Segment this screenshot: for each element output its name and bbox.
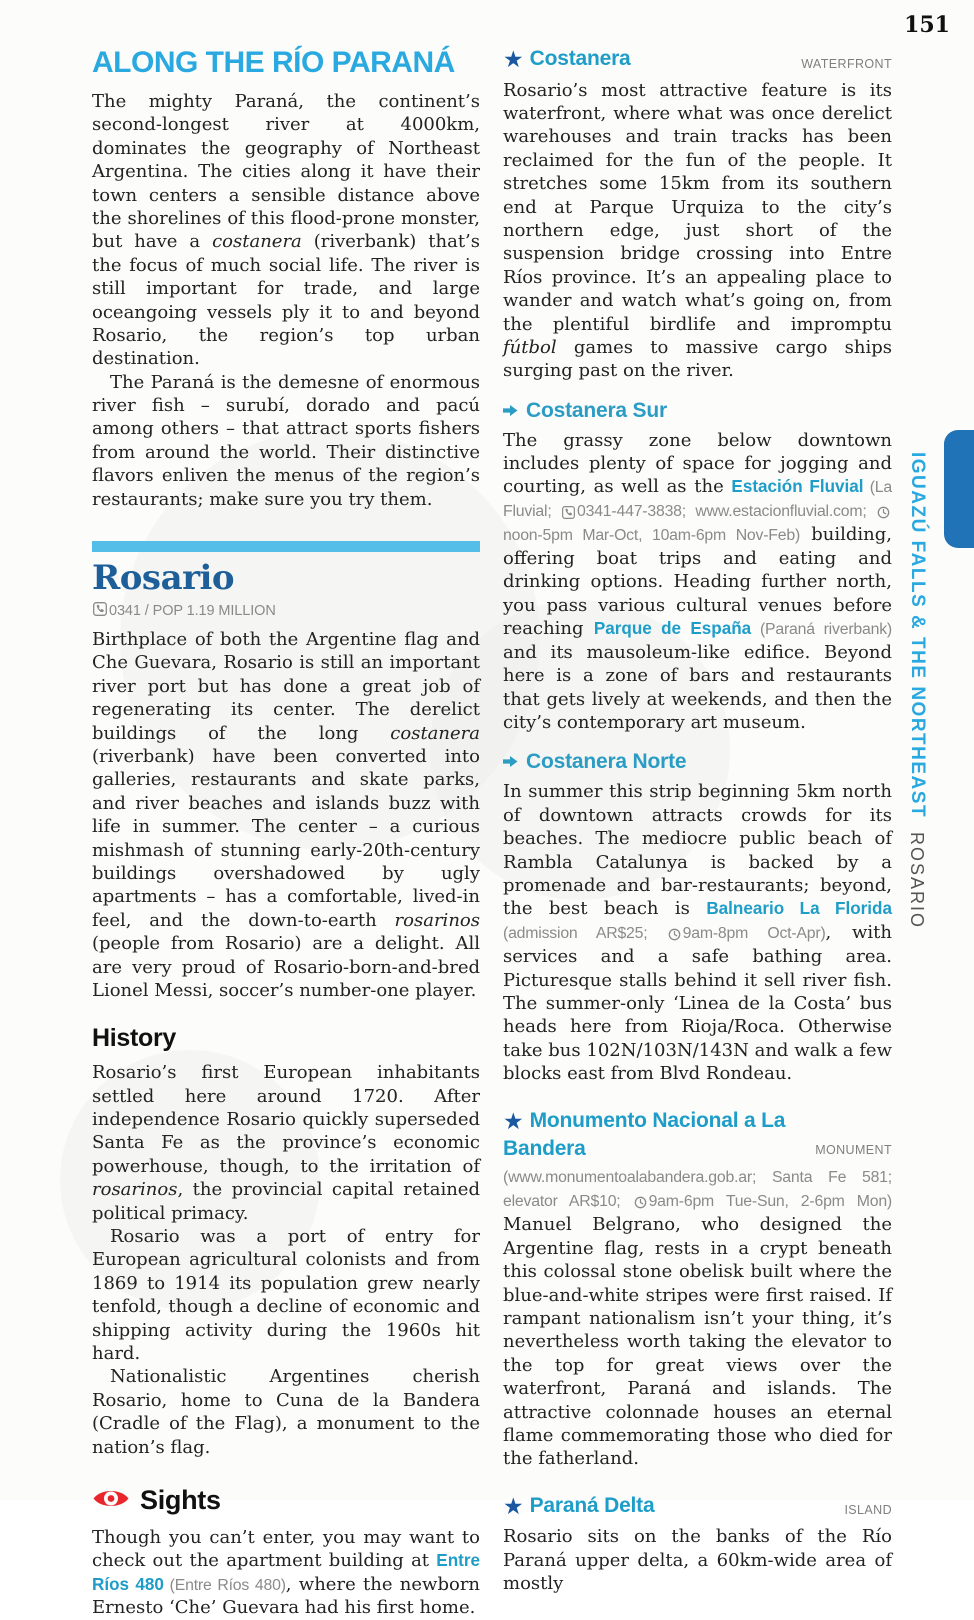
meta-text: (admission AR$25; — [503, 924, 667, 942]
category-label: ISLAND — [844, 1503, 892, 1518]
page-number: 151 — [904, 12, 950, 38]
text: building, offering boat trips and eating and drinking options. Heading further north, you pass various cultural venues before reaching — [503, 524, 893, 640]
poi-header-parana-delta: ★ Paraná Delta ISLAND — [503, 1493, 892, 1520]
italic-text: rosarinos — [394, 909, 480, 931]
meta-text: (Paraná riverbank) — [751, 621, 892, 639]
arrow-icon — [503, 750, 518, 774]
italic-text: costanera — [390, 722, 480, 744]
text: Though you can’t enter, you may want to check out the apartment building at — [92, 1526, 480, 1572]
star-icon: ★ — [503, 47, 524, 73]
text: Birthplace of both the Argentine flag and Che Guevara, Rosario is still an important river port but has done a great job of regenerating its center. The derelict buildings of the long — [92, 629, 480, 744]
chapter-name: IGUAZÚ FALLS & THE NORTHEAST — [907, 452, 928, 819]
meta-text: noon-5pm Mar-Oct, 10am-6pm Nov-Feb) — [503, 527, 801, 545]
meta-text: 9am-6pm Tue-Sun, 2-6pm Mon) — [648, 1193, 892, 1211]
paragraph — [503, 1525, 892, 1595]
meta-text: (Entre Ríos 480) — [163, 1576, 286, 1594]
paragraph — [92, 628, 480, 1002]
text: and its mausoleum-like edifice. Beyond here is a zone of bars and restaurants that gets lively at weekends, and then the city’s contemporary art museum. — [503, 641, 892, 733]
text: In summer this strip beginning 5km north of downtown attracts crowds for its beaches. The mediocre public beach of Rambla Catalunya is backed by a promenade and bar-restaurants; beyond, the best beach is — [503, 781, 892, 920]
text: (people from Rosario) are a delight. All are very proud of Rosario-born-and-bred Lionel Messi, soccer’s number-one player. — [92, 933, 480, 1001]
subheading-costanera-sur: Costanera Sur — [503, 399, 892, 423]
paragraph — [92, 1526, 480, 1620]
text: The Paraná is the demesne of enormous river fish – surubí, dorado and pacú among others – that attract sports fishers from around the world. Their distinctive flavors enliven the menus of the region’s restaurants; make sure you try them. — [92, 371, 480, 510]
text: The grassy zone below downtown includes plenty of space for jogging and courting, as well as the — [503, 429, 892, 498]
text: Rosario’s first European inhabitants settled here around 1720. After independence Rosario quickly superseded Santa Fe as the province’s economic powerhouse, though, to the irritation of — [92, 1062, 480, 1177]
category-label: MONUMENT — [815, 1143, 892, 1158]
clock-icon — [877, 500, 890, 523]
meta-text: 0341-447-3838; www.estacionfluvial.com; — [577, 503, 877, 521]
star-icon: ★ — [503, 1493, 524, 1520]
poi-header-costanera: ★ Costanera WATERFRONT — [503, 47, 892, 73]
left-column — [92, 46, 480, 1620]
text: Rosario sits on the banks of the Río Paraná upper delta, a 60km-wide area of mostly — [503, 1526, 892, 1595]
phone-icon — [93, 602, 107, 620]
right-column — [503, 46, 892, 1595]
phone-icon — [562, 500, 575, 523]
city-meta — [92, 602, 480, 620]
section-name: ROSARIO — [907, 832, 927, 930]
poi-header-monumento: ★ Monumento Nacional a La Bandera MONUMENT — [503, 1108, 892, 1161]
text: , the provincial capital retained political primacy. — [92, 1179, 480, 1224]
meta-text: (La Fluvial; — [503, 479, 892, 521]
history-heading: History — [92, 1024, 177, 1053]
text: Manuel Belgrano, who designed the Argentine flag, rests in a crypt beneath this colossal stone obelisk built where the blue-and-white stripes were first raised. If rampant nationalism isn’t your thing, it’s nevertheless worth taking the elevator to the top for great views over the waterfront, Paraná and islands. The attractive colonnade houses an eternal flame commemorating those who died for the fatherland. — [503, 1214, 892, 1470]
paragraph — [503, 780, 892, 1085]
city-title: Rosario — [92, 558, 235, 599]
text: (riverbank) that’s the focus of much social life. The river is still important for trade, and large oceangoing vessels ply it to and beyond Rosario, the region’s top urban destination. — [92, 231, 481, 370]
text: , with services and a safe bathing area. Picturesque stalls behind it sell river fish. The summer-only ‘Linea de la Costa’ bus heads here from Rioja/Roca. Otherwise take bus 102N/103N/143N and walk a few blocks east from Blvd Rondeau. — [503, 921, 892, 1085]
italic-text: costanera — [212, 231, 302, 253]
category-label: WATERFRONT — [801, 56, 892, 71]
italic-text: rosarinos — [92, 1179, 178, 1201]
paragraph — [92, 1061, 480, 1225]
paragraph — [92, 371, 480, 511]
chapter-tab — [944, 430, 974, 548]
paragraph — [503, 429, 892, 735]
poi-name: Balneario La Florida — [706, 899, 892, 919]
meta-text: (www.monumentoalabandera.gob.ar; Santa Fe 581; elevator AR$10; — [503, 1169, 892, 1211]
star-icon: ★ — [503, 1108, 524, 1135]
poi-name: Entre Ríos 480 — [92, 1551, 480, 1594]
paragraph — [503, 79, 892, 383]
arrow-icon — [503, 399, 518, 423]
text: Nationalistic Argentines cherish Rosario, home to Cuna de la Bandera (Cradle of the Flag), a monument to the nation’s flag. — [92, 1366, 480, 1458]
text: Rosario was a port of entry for European agricultural colonists and from 1869 to 1914 its population grew nearly tenfold, though a decline of economic and shipping activity during the 1960s hit hard. — [92, 1226, 480, 1364]
chapter-heading: ALONG THE RÍO PARANÁ — [92, 46, 455, 79]
paragraph — [92, 1365, 480, 1459]
chapter-sidebar-text — [906, 452, 928, 929]
clock-icon — [668, 922, 681, 945]
subheading-costanera-norte: Costanera Norte — [503, 750, 892, 774]
clock-icon — [634, 1190, 647, 1213]
text: The mighty Paraná, the continent’s second-longest river at 4000km, dominates the geography of Northeast Argentina. The cities along it have their town centers a sensible distance above the shorelines of this flood-prone monster, but have a — [92, 91, 480, 253]
section-rule — [92, 541, 480, 552]
meta-text: 9am-8pm Oct-Apr) — [682, 924, 826, 942]
paragraph — [92, 1225, 480, 1365]
paragraph — [92, 90, 480, 371]
eye-icon — [92, 1486, 130, 1515]
text: Rosario’s most attractive feature is its waterfront, where what was once derelict warehouses and train tracks has been reclaimed for the fun of the people. It stretches some 15km from its southern end at Parque Urquiza to the city’s northern edge, just short of the suspension bridge crossing into Entre Ríos province. It’s an appealing place to wander and watch what’s going on, from the plentiful birdlife and impromptu — [503, 79, 892, 335]
sights-heading: Sights — [92, 1485, 480, 1516]
paragraph — [503, 1165, 892, 1470]
text: (riverbank) have been converted into galleries, restaurants and skate parks, and river beaches and islands buzz with life in summer. The center – a curious mishmash of stunning early-20th-century buildings overshadowed by ugly apartments – has a comfortable, lived-in feel, and the down-to-earth — [92, 745, 480, 931]
poi-name: Estación Fluvial — [731, 477, 864, 497]
text: , where the newborn Ernesto ‘Che’ Guevara had his first home. — [92, 1573, 481, 1619]
text: games to massive cargo ships surging past on the river. — [503, 336, 892, 382]
city-meta-text: 0341 / POP 1.19 MILLION — [109, 603, 276, 620]
poi-name: Parque de España — [593, 619, 752, 639]
italic-text: fútbol — [503, 336, 557, 358]
